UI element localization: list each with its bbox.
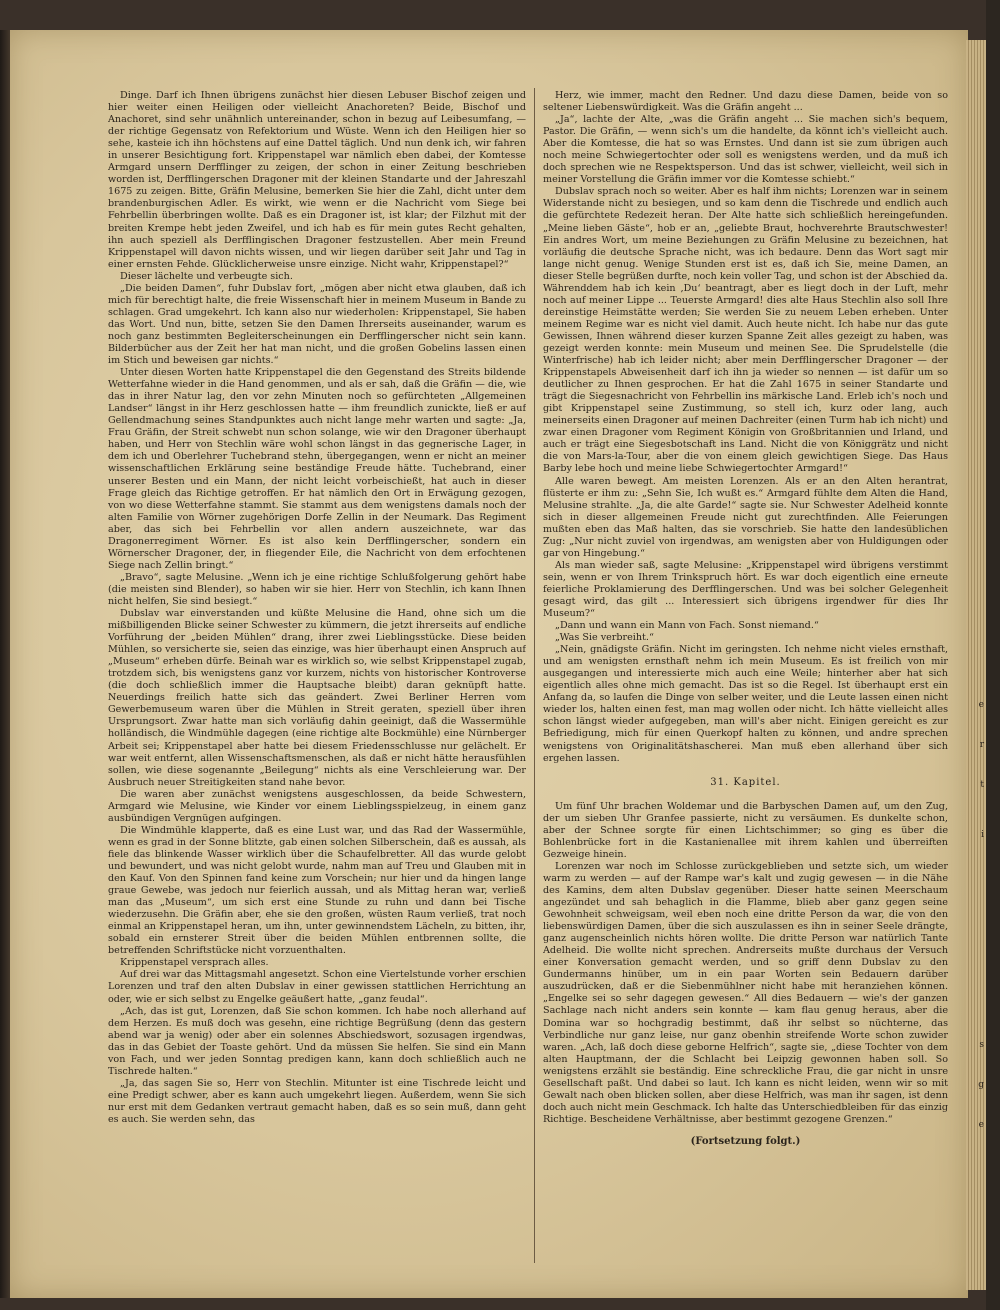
edge-glyph: i	[981, 830, 984, 840]
paragraph: „Was Sie verbreiht.“	[555, 632, 654, 644]
paragraph: Auf drei war das Mittagsmahl angesetzt. Schon eine Viertelstunde vorher erschien Lorenzen und traf den alten Dubslav in einer gewissen stattlichen Herrichtung an oder, wie er sich selbst zu Engelke geäußert hatte, „ganz feudal“.	[108, 969, 526, 1005]
edge-glyph: s	[979, 1040, 984, 1050]
edge-glyph: e	[978, 700, 984, 710]
continuation-note: (Fortsetzung folgt.)	[690, 1135, 801, 1147]
article-column-right	[543, 90, 948, 1260]
paragraph: „Ach, das ist gut, Lorenzen, daß Sie schon kommen. Ich habe noch allerhand auf dem Herzen. Es muß doch was gesehn, eine richtige Begrüßung (denn das gestern abend war ja wenig) oder aber ein solennes Abschiedswort, sozusagen irgendwas, das in das Gebiet der Toaste gehört. Und da müssen Sie helfen. Sie sind ein Mann von Fach, und wer jeden Sonntag predigen kann, kann doch schließlich auch ne Tischrede halten.“	[108, 1005, 526, 1077]
paragraph: Herz, wie immer, macht den Redner. Und dazu diese Damen, beide von so seltener Liebenswürdigkeit. Was die Gräfin angeht ...	[543, 90, 948, 114]
paragraph: „Die beiden Damen“, fuhr Dubslav fort, „mögen aber nicht etwa glauben, daß ich mich für berechtigt halte, die freie Wissenschaft hier in meinem Museum in Bande zu schlagen. Grad umgekehrt. Ich kann also nur wiederholen: Krippenstapel, Sie haben das Wort. Und nun, bitte, setzen Sie den Damen Ihrerseits auseinander, warum es noch ganz bestimmten Begleiterscheinungen ein Derfflingerscher nicht sein kann. Bilderbücher aus der Zeit her hat man nicht, und die großen Gobelins lassen einen im Stich und beweisen gar nichts.“	[108, 282, 526, 367]
paragraph: Die Windmühle klapperte, daß es eine Lust war, und das Rad der Wassermühle, wenn es grad in der Sonne blitzte, gab einen solchen Silberschein, daß es aussah, als fiele das blinkende Wasser wirklich über die Schaufelbretter. All das wurde gelobt und bewundert, und was nicht gelobt wurde, nahm man auf Treu und Glauben mit in den Kauf. Von den Spinnen fand keine zum Vorschein; nur hier und da hingen lange graue Gewebe, was jedoch nur feierlich aussah, und als Mittag heran war, verließ man das „Museum“, um sich erst eine Stunde zu ruhn und dann bei Tische wiederzusehn. Die Gräfin aber, ehe sie den großen, wüsten Raum verließ, trat noch einmal an Krippenstapel heran, um ihn, unter gewinnendstem Lächeln, zu bitten, ihr, sobald ein ernsterer Streit über die beiden Mühlen entbrennen sollte, die betreffenden Schriftstücke nicht vorzuenthalten.	[108, 824, 526, 957]
paragraph: Als man wieder saß, sagte Melusine: „Krippenstapel wird übrigens verstimmt sein, wenn er von Ihrem Trinkspruch hört. Es war doch eigentlich eine erneute feierliche Proklamierung des Derfflingerschen. Und was bei solcher Gelegenheit gesagt wird, das gilt ... Interessiert sich übrigens irgendwer für dies Ihr Museum?“	[543, 559, 948, 620]
edge-glyph: e	[978, 1120, 984, 1130]
paragraph: Alle waren bewegt. Am meisten Lorenzen. Als er an den Alten herantrat, flüsterte er ihm zu: „Sehn Sie, Ich wußt es.“ Armgard fühlte dem Alten die Hand, Melusine strahlte. „Ja, die alte Garde!“ sagte sie. Nur Schwester Adelheid konnte sich in dieser allgemeinen Freude nicht gut zurechtfinden. Alle Feierungen mußten eben das Maß halten, das sie vorschrieb. Sie hatte den landesüblichen Zug: „Nur nicht zuviel von irgendwas, am wenigsten aber von Huldigungen oder gar von Hingebung.“	[543, 475, 948, 559]
paragraph: Unter diesen Worten hatte Krippenstapel die den Gegenstand des Streits bildende Wetterfahne wieder in die Hand genommen, und als er sah, daß die Gräfin — die, wie das in ihrer Natur lag, den vor zehn Minuten noch so gefürchteten „Allgemeinen Landser“ längst in ihr Herz geschlossen hatte — ihm freundlich zunickte, ließ er auf Gellendmachung seines Standpunktes auch nicht lange mehr warten und sagte: „Ja, Frau Gräfin, der Streit schwebt nun schon solange, wie wir den Dragoner überhaupt haben, und Herr von Stechlin wäre wohl schon längst in das gegnerische Lager, in dem ich und Oberlehrer Tuchebrand stehn, übergegangen, wenn er nicht an meiner wissenschaftlichen Erklärung seine beständige Freude hätte. Tuchebrand, einer unserer Besten und ein Mann, der nicht leicht vorbeischießt, hat auch in dieser Frage gleich das Richtige getroffen. Er hat nämlich den Ort in Erwägung gezogen, von wo diese Wetterfahne stammt. Sie stammt aus dem wenigstens damals noch der alten Familie von Wörner zugehörigen Dorfe Zellin in der Neumark. Das Regiment aber, das sich bei Fehrbellin vor allen andern auszeichnete, war das Dragonerregiment Wörner. Es ist also kein Derfflingerscher, sondern ein Wörnerscher Dragoner, der, in fliegender Eile, die Nachricht von dem erfochtenen Siege nach Zellin bringt.“	[108, 367, 526, 571]
paragraph: „Dann und wann ein Mann von Fach. Sonst niemand.“	[555, 620, 819, 632]
paragraph: „Bravo“, sagte Melusine. „Wenn ich je eine richtige Schlußfolgerung gehört habe (die meisten sind Blender), so haben wir sie hier. Herr von Stechlin, ich kann Ihnen nicht helfen, Sie sind besiegt.“	[108, 571, 526, 607]
edge-glyph: g	[978, 1080, 984, 1090]
paragraph: „Nein, gnädigste Gräfin. Nicht im geringsten. Ich nehme nicht vieles ernsthaft, und am wenigsten ernsthaft nehm ich mein Museum. Es ist freilich von mir ausgegangen und interessierte mich auch eine Weile; hinterher aber hat sich eigentlich alles ohne mich gemacht. Das ist so die Regel. Ist überhaupt erst ein Anfang da, so laufen die Dinge von selber weiter, und die Leute lassen einen nicht wieder los, halten einen fest, man mag wollen oder nicht. Ich hätte vielleicht alles schon längst wieder aufgegeben, man will's aber nicht. Einigen gereicht es zur Befriedigung, mich für einen Querkopf halten zu können, und andre sprechen wenigstens von Originalitätshascherei. Man muß eben allerhand über sich ergehen lassen.	[543, 644, 948, 764]
paragraph: Dinge. Darf ich Ihnen übrigens zunächst hier diesen Lebuser Bischof zeigen und hier weiter einen Heiligen oder vielleicht Anachoreten? Beide, Bischof und Anachoret, sind sehr unähnlich untereinander, schon in bezug auf Leibesumfang, — der richtige Gegensatz von Refektorium und Wüste. Wenn ich den Heiligen hier so sehe, kasteie ich ihn höchstens auf eine Dattel täglich. Und nun denk ich, wir fahren in unserer Besichtigung fort. Krippenstapel war nämlich eben dabei, der Komtesse Armgard unsern Derfflinger zu zeigen, der schon in einer Zeitung beschrieben worden ist, Derfflingerschen Dragoner mit der kleinen Standarte und der Jahreszahl 1675 zu zeigen. Bitte, Gräfin Melusine, bemerken Sie hier die Zahl, dicht unter dem brandenburgischen Adler. Es wirkt, wie wenn er die Nachricht vom Siege bei Fehrbellin überbringen wollte. Daß es ein Dragoner ist, ist klar; der Filzhut mit der breiten Krempe hebt jeden Zweifel, und ich hab es für mein gutes Recht gehalten, ihn auch speziell als Derfflingischen Dragoner festzustellen. Aber mein Freund Krippenstapel will davon nichts wissen, und wir liegen darüber seit Jahr und Tag in einer ernsten Fehde. Glücklicherweise unsre einzige. Nicht wahr, Krippenstapel?“	[108, 90, 526, 270]
scan-background	[986, 0, 1000, 1310]
paragraph: „Ja, das sagen Sie so, Herr von Stechlin. Mitunter ist eine Tischrede leicht und eine Predigt schwer, aber es kann auch umgekehrt liegen. Außerdem, wenn Sie sich nur erst mit dem Gedanken vertraut gemacht haben, daß es so sein muß, dann geht es auch. Sie werden sehn, das	[108, 1077, 526, 1125]
paragraph: Dubslav war einverstanden und küßte Melusine die Hand, ohne sich um die mißbilligenden Blicke seiner Schwester zu kümmern, die jetzt ihrerseits auf endliche Vorführung der „beiden Mühlen“ drang, ihrer zwei Lieblingsstücke. Diese beiden Mühlen, so versicherte sie, seien das einzige, was hier überhaupt einen Anspruch auf „Museum“ erheben dürfe. Beinah war es wirklich so, wie selbst Krippenstapel zugab, trotzdem sich, bis wenigstens ganz vor kurzem, nichts von historischer Kontroverse (die doch schließlich immer die Hauptsache bleibt) daran geknüpft hatte. Neuerdings freilich hatte sich das geändert. Zwei Berliner Herren vom Gewerbemuseum waren über die Mühlen in Streit geraten, speziell über ihren Ursprungsort. Zwar hatte man sich vorläufig dahin geeinigt, daß die Wassermühle holländisch, die Windmühle dagegen (eine richtige alte Bockmühle) eine Nürnberger Arbeit sei; Krippenstapel aber hatte bei diesem Friedensschlusse nur gelächelt. Er war weit entfernt, allen Wissenschaftsmenschen, als daß er nicht hätte herausfühlen sollen, wie diese sogenannte „Beilegung“ nichts als eine Verschleierung war. Der Ausbruch neuer Streitigkeiten stand nahe bevor.	[108, 608, 526, 788]
chapter-heading: 31. Kapitel.	[710, 776, 781, 788]
paragraph: Dubslav sprach noch so weiter. Aber es half ihm nichts; Lorenzen war in seinem Widerstande nicht zu besiegen, und so kam denn die Tischrede und endlich auch die gefürchtete Redezeit heran. Der Alte hatte sich schließlich hereingefunden. „Meine lieben Gäste“, hob er an, „geliebte Braut, hochverehrte Brautschwester! Ein andres Wort, um meine Beziehungen zu Gräfin Melusine zu bezeichnen, hat vorläufig die deutsche Sprache nicht, was ich bedaure. Denn das Wort sagt mir lange nicht genug. Wenige Stunden erst ist es, daß ich Sie, meine Damen, an dieser Stelle begrüßen durfte, noch kein voller Tag, und schon ist der Abschied da. Währenddem hab ich kein ‚Du‘ beantragt, aber es liegt doch in der Luft, mehr noch auf meiner Lippe ... Teuerste Armgard! dies alte Haus Stechlin also soll Ihre dereinstige Heimstätte werden; Sie werden Sie zu neuem Leben erheben. Unter meinem Regime war es nicht viel damit. Auch heute nicht. Ich habe nur das gute Gewissen, Ihnen während dieser kurzen Spanne Zeit alles gezeigt zu haben, was gezeigt werden konnte: mein Museum und meinen See. Die Sprudelstelle (die Winterfrische) hab ich leider nicht; aber mein Derfflingerscher Dragoner — der Krippenstapels Abweisenheit darf ich ihn ja wieder so nennen — ist dafür um so deutlicher zu Ihnen gesprochen. Er hat die Zahl 1675 in seiner Standarte und trägt die Siegesnachricht von Fehrbellin ins märkische Land. Erleb ich's noch und gibt Krippenstapel seine Zustimmung, so stell ich, kurz oder lang, auch meinerseits einen Dragoner auf meinen Dachreiter (einen Turm hab ich nicht) und zwar einen Dragoner vom Regiment Königin von Großbritannien und Irland, und auch er trägt eine Siegesbotschaft ins Land. Nicht die von Königgrätz und nicht die von Mars-la-Tour, aber die von einem gleich gewichtigen Siege. Das Haus Barby lebe hoch und meine liebe Schwiegertochter Armgard!“	[543, 186, 948, 475]
paragraph: Die waren aber zunächst wenigstens ausgeschlossen, da beide Schwestern, Armgard wie Melusine, wie Kinder vor einem Lieblingsspielzeug, in einem ganz ausbündigen Vergnügen aufgingen.	[108, 788, 526, 824]
edge-glyph: r	[979, 740, 984, 750]
paragraph: Lorenzen war noch im Schlosse zurückgeblieben und setzte sich, um wieder warm zu werden — auf der Rampe war's kalt und zugig gewesen — in die Nähe des Kamins, dem alten Dubslav gegenüber. Dieser hatte seinen Meerschaum angezündet und sah behaglich in die Flamme, blieb aber ganz gegen seine Gewohnheit schweigsam, weil eben noch eine dritte Person da war, die von den liebenswürdigen Damen, über die sich auszulassen es ihn in seiner Seele drängte, ganz augenscheinlich nichts hören wollte. Die dritte Person war natürlich Tante Adelheid. Die wollte nicht sprechen. Andrerseits mußte durchaus der Versuch einer Konversation gemacht werden, und so griff denn Dubslav zu den Gundermanns hinüber, um in ein paar Worten sein Bedauern darüber auszudrücken, daß er die Siebenmühlner nicht habe mit heranziehen können. „Engelke sei so sehr dagegen gewesen.“ All dies Bedauern — wie's der ganzen Sachlage nach nicht anders sein konnte — kam flau genug heraus, aber die Domina war so hochgradig bestimmt, daß ihr selbst so nüchterne, das Verbindliche nur ganz leise, nur ganz obenhin streifende Worte schon zuwider waren. „Ach, laß doch diese geborne Helfrich“, sagte sie, „diese Tochter von dem alten Hauptmann, der die Schlacht bei Leipzig gewonnen haben soll. So wenigstens erzählt sie beständig. Eine schreckliche Frau, die gar nicht in unsre Gesellschaft paßt. Und dabei so laut. Ich kann es nicht leiden, wenn wir so mit Gewalt nach oben blicken sollen, aber diese Helfrich, was man ihr sagen, ist denn doch auch nicht mein Geschmack. Ich halte das Unterschiedbleiben für das einzig Richtige. Bescheidene Verhältnisse, aber bestimmt gezogene Grenzen.“	[543, 860, 948, 1125]
article-column-left	[108, 90, 526, 1270]
paragraph: „Ja“, lachte der Alte, „was die Gräfin angeht ... Sie machen sich's bequem, Pastor. Die Gräfin, — wenn sich's um die handelte, da könnt ich's vielleicht auch. Aber die Komtesse, die hat so was Ernstes. Und dann ist sie zum übrigen auch noch meine Schwiegertochter oder soll es wenigstens werden, und da muß ich doch sprechen wie ne Respektsperson. Und das ist schwer, vielleicht, weil sich in meiner Vorstellung die Gräfin immer vor die Komtesse schiebt.“	[543, 114, 948, 186]
column-divider	[534, 88, 535, 1263]
page-edges	[966, 40, 986, 1290]
paragraph: Dieser lächelte und verbeugte sich.	[120, 270, 293, 282]
paragraph: Um fünf Uhr brachen Woldemar und die Barbyschen Damen auf, um den Zug, der um sieben Uhr Granfee passierte, nicht zu versäumen. Es dunkelte schon, aber der Schnee sorgte für einen Lichtschimmer; so ging es über die Bohlenbrücke fort in die Kastanienallee mit ihrem kahlen und überreiften Gezweige hinein.	[543, 800, 948, 860]
paragraph: Krippenstapel versprach alles.	[120, 957, 269, 969]
edge-glyph: t	[980, 780, 984, 790]
